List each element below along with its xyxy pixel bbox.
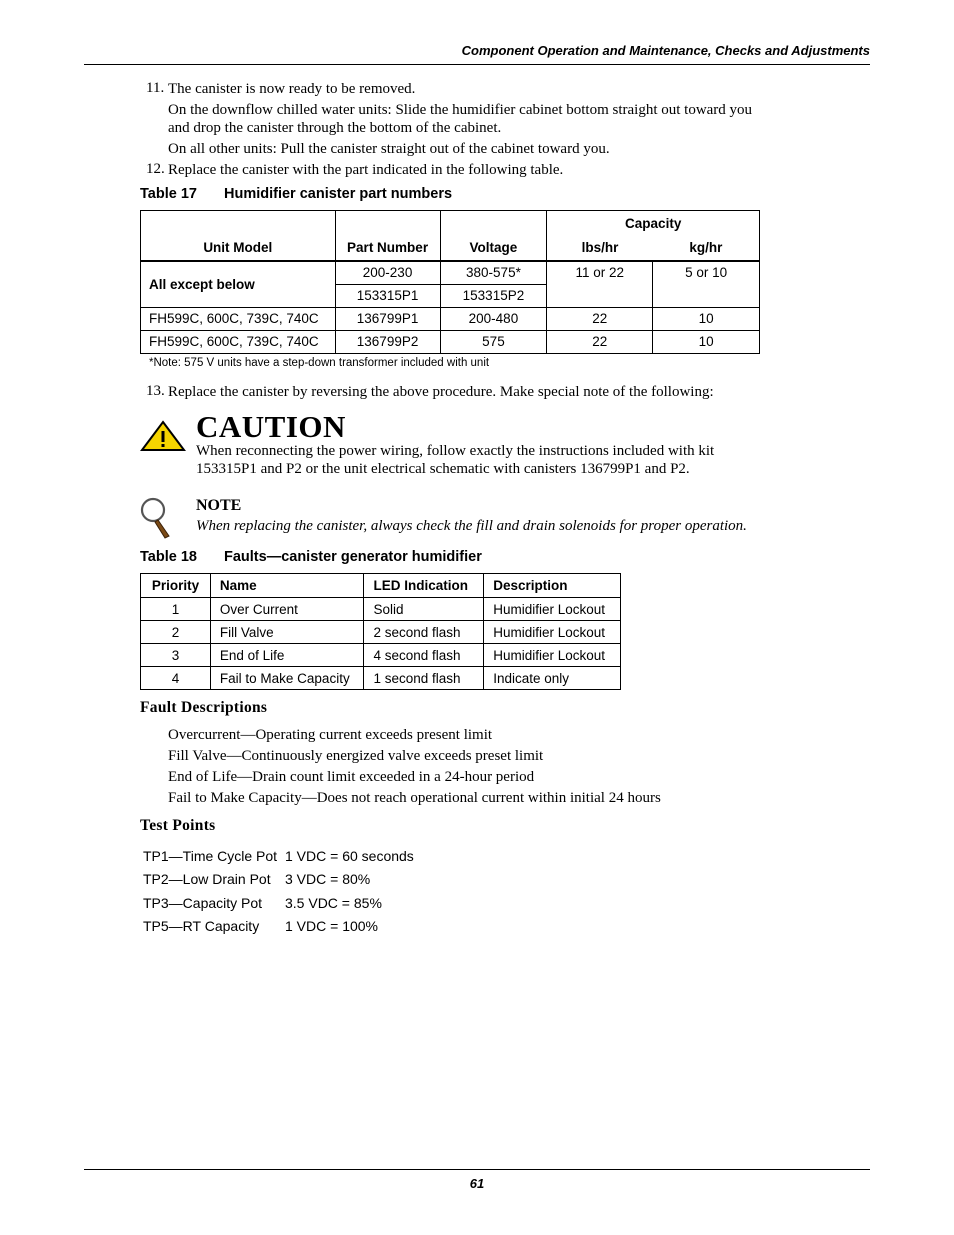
fault-descriptions-heading: Fault Descriptions [140, 699, 268, 716]
table-cell-part: 136799P1 [335, 307, 440, 330]
running-header: Component Operation and Maintenance, Checks and Adjustments [461, 43, 870, 58]
table-cell-voltage: 200-480 [440, 307, 547, 330]
table-17-label: Table 17 [140, 186, 197, 202]
test-point-name: TP1—Time Cycle Pot [143, 848, 278, 864]
table-cell-voltage: 380-575* [440, 261, 547, 285]
test-point-name: TP2—Low Drain Pot [143, 871, 271, 888]
test-point-value: 3 VDC = 80% [285, 871, 371, 888]
canister-part-numbers-table [140, 210, 760, 354]
table-cell-name: Fill Valve [210, 621, 364, 644]
table-cell-kg: 10 [653, 307, 760, 330]
header-capacity: Capacity [547, 211, 760, 236]
table-cell-priority: 1 [141, 598, 211, 621]
list-item [143, 895, 414, 918]
table-cell-part: 153315P1 [335, 284, 440, 307]
header-name: Name [210, 574, 364, 598]
table-cell-priority: 3 [141, 644, 211, 667]
caution-title: CAUTION [196, 409, 346, 444]
test-points-list [143, 848, 414, 941]
table-17-title: Humidifier canister part numbers [224, 186, 453, 202]
table-cell-part: 136799P2 [335, 330, 440, 353]
header-lbs-hr: lbs/hr [547, 236, 653, 261]
test-points-heading: Test Points [140, 817, 216, 834]
header-kg-hr: kg/hr [653, 236, 760, 261]
list-item [143, 848, 414, 871]
test-point-value: 3.5 VDC = 85% [285, 894, 382, 911]
step-13-text: Replace the canister by reversing the above procedure. Make special note of the following: [168, 384, 714, 400]
table-cell-model: FH599C, 600C, 739C, 740C [141, 330, 336, 353]
table-18-label: Table 18 [140, 549, 197, 565]
header-priority: Priority [141, 574, 211, 598]
table-cell-model: All except below [141, 261, 336, 308]
page-number: 61 [469, 1176, 485, 1191]
magnifier-note-icon [138, 496, 174, 540]
step-11-other-units: On all other units: Pull the canister straight out of the cabinet toward you. [168, 141, 610, 157]
faults-table [140, 573, 621, 690]
table-cell-kg: 10 [653, 330, 760, 353]
table-cell-model: FH599C, 600C, 739C, 740C [141, 307, 336, 330]
header-led-indication: LED Indication [364, 574, 484, 598]
table-cell-lbs: 22 [547, 307, 653, 330]
table-row [141, 621, 621, 644]
header-unit-model: Unit Model [141, 211, 336, 261]
table-row [141, 667, 621, 690]
step-11-number: 11. [146, 80, 165, 96]
header-voltage: Voltage [440, 211, 547, 261]
table-18-caption [140, 549, 482, 565]
table-cell-description: Indicate only [484, 667, 621, 690]
fault-description-item: Overcurrent—Operating current exceeds present limit [168, 727, 493, 743]
table-cell-priority: 4 [141, 667, 211, 690]
step-13-number: 13. [146, 383, 165, 399]
test-point-name: TP3—Capacity Pot [143, 894, 263, 911]
table-cell-led: Solid [364, 598, 484, 621]
table-cell-led: 4 second flash [364, 644, 484, 667]
note-text: When replacing the canister, always check the fill and drain solenoids for proper operation. [196, 518, 747, 534]
table-cell-name: End of Life [210, 644, 364, 667]
header-description: Description [484, 574, 621, 598]
note-title: NOTE [196, 497, 242, 514]
fault-description-item: Fill Valve—Continuously energized valve exceeds preset limit [168, 748, 544, 764]
table-cell-priority: 2 [141, 621, 211, 644]
table-row [141, 644, 621, 667]
header-rule [84, 64, 870, 65]
table-cell-led: 1 second flash [364, 667, 484, 690]
list-item [143, 871, 414, 894]
table-18-title: Faults—canister generator humidifier [224, 549, 482, 565]
table-cell-part: 200-230 [335, 261, 440, 285]
step-11-downflow-line1: On the downflow chilled water units: Slide the humidifier cabinet bottom straight out toward you [168, 102, 753, 118]
table-17-caption [140, 186, 452, 202]
caution-text-line2: 153315P1 and P2 or the unit electrical schematic with canisters 136799P1 and P2. [196, 461, 690, 477]
fault-description-item: End of Life—Drain count limit exceeded in a 24-hour period [168, 769, 535, 785]
table-cell-kg: 5 or 10 [653, 261, 760, 308]
step-12-text: Replace the canister with the part indicated in the following table. [168, 162, 564, 178]
table-cell-description: Humidifier Lockout [484, 644, 621, 667]
list-item [143, 918, 414, 941]
table-cell-description: Humidifier Lockout [484, 598, 621, 621]
table-cell-led: 2 second flash [364, 621, 484, 644]
step-12-number: 12. [146, 161, 165, 177]
table-cell-name: Over Current [210, 598, 364, 621]
caution-text-line1: When reconnecting the power wiring, follow exactly the instructions included with kit [196, 443, 715, 459]
step-11-downflow-line2: and drop the canister through the bottom of the cabinet. [168, 120, 502, 136]
footer-rule [84, 1169, 870, 1170]
test-point-value: 1 VDC = 60 seconds [285, 848, 414, 864]
test-point-name: TP5—RT Capacity [143, 917, 260, 934]
table-cell-name: Fail to Make Capacity [210, 667, 364, 690]
table-cell-lbs: 11 or 22 [547, 261, 653, 308]
table-cell-description: Humidifier Lockout [484, 621, 621, 644]
header-part-number: Part Number [335, 211, 440, 261]
caution-warning-icon [140, 420, 186, 452]
table-cell-voltage: 153315P2 [440, 284, 547, 307]
fault-description-item: Fail to Make Capacity—Does not reach operational current within initial 24 hours [168, 790, 661, 806]
test-point-value: 1 VDC = 100% [285, 917, 378, 934]
table-17-footnote: *Note: 575 V units have a step-down transformer included with unit [149, 357, 490, 369]
step-11-text: The canister is now ready to be removed. [168, 81, 416, 97]
table-cell-lbs: 22 [547, 330, 653, 353]
table-row [141, 598, 621, 621]
table-cell-voltage: 575 [440, 330, 547, 353]
